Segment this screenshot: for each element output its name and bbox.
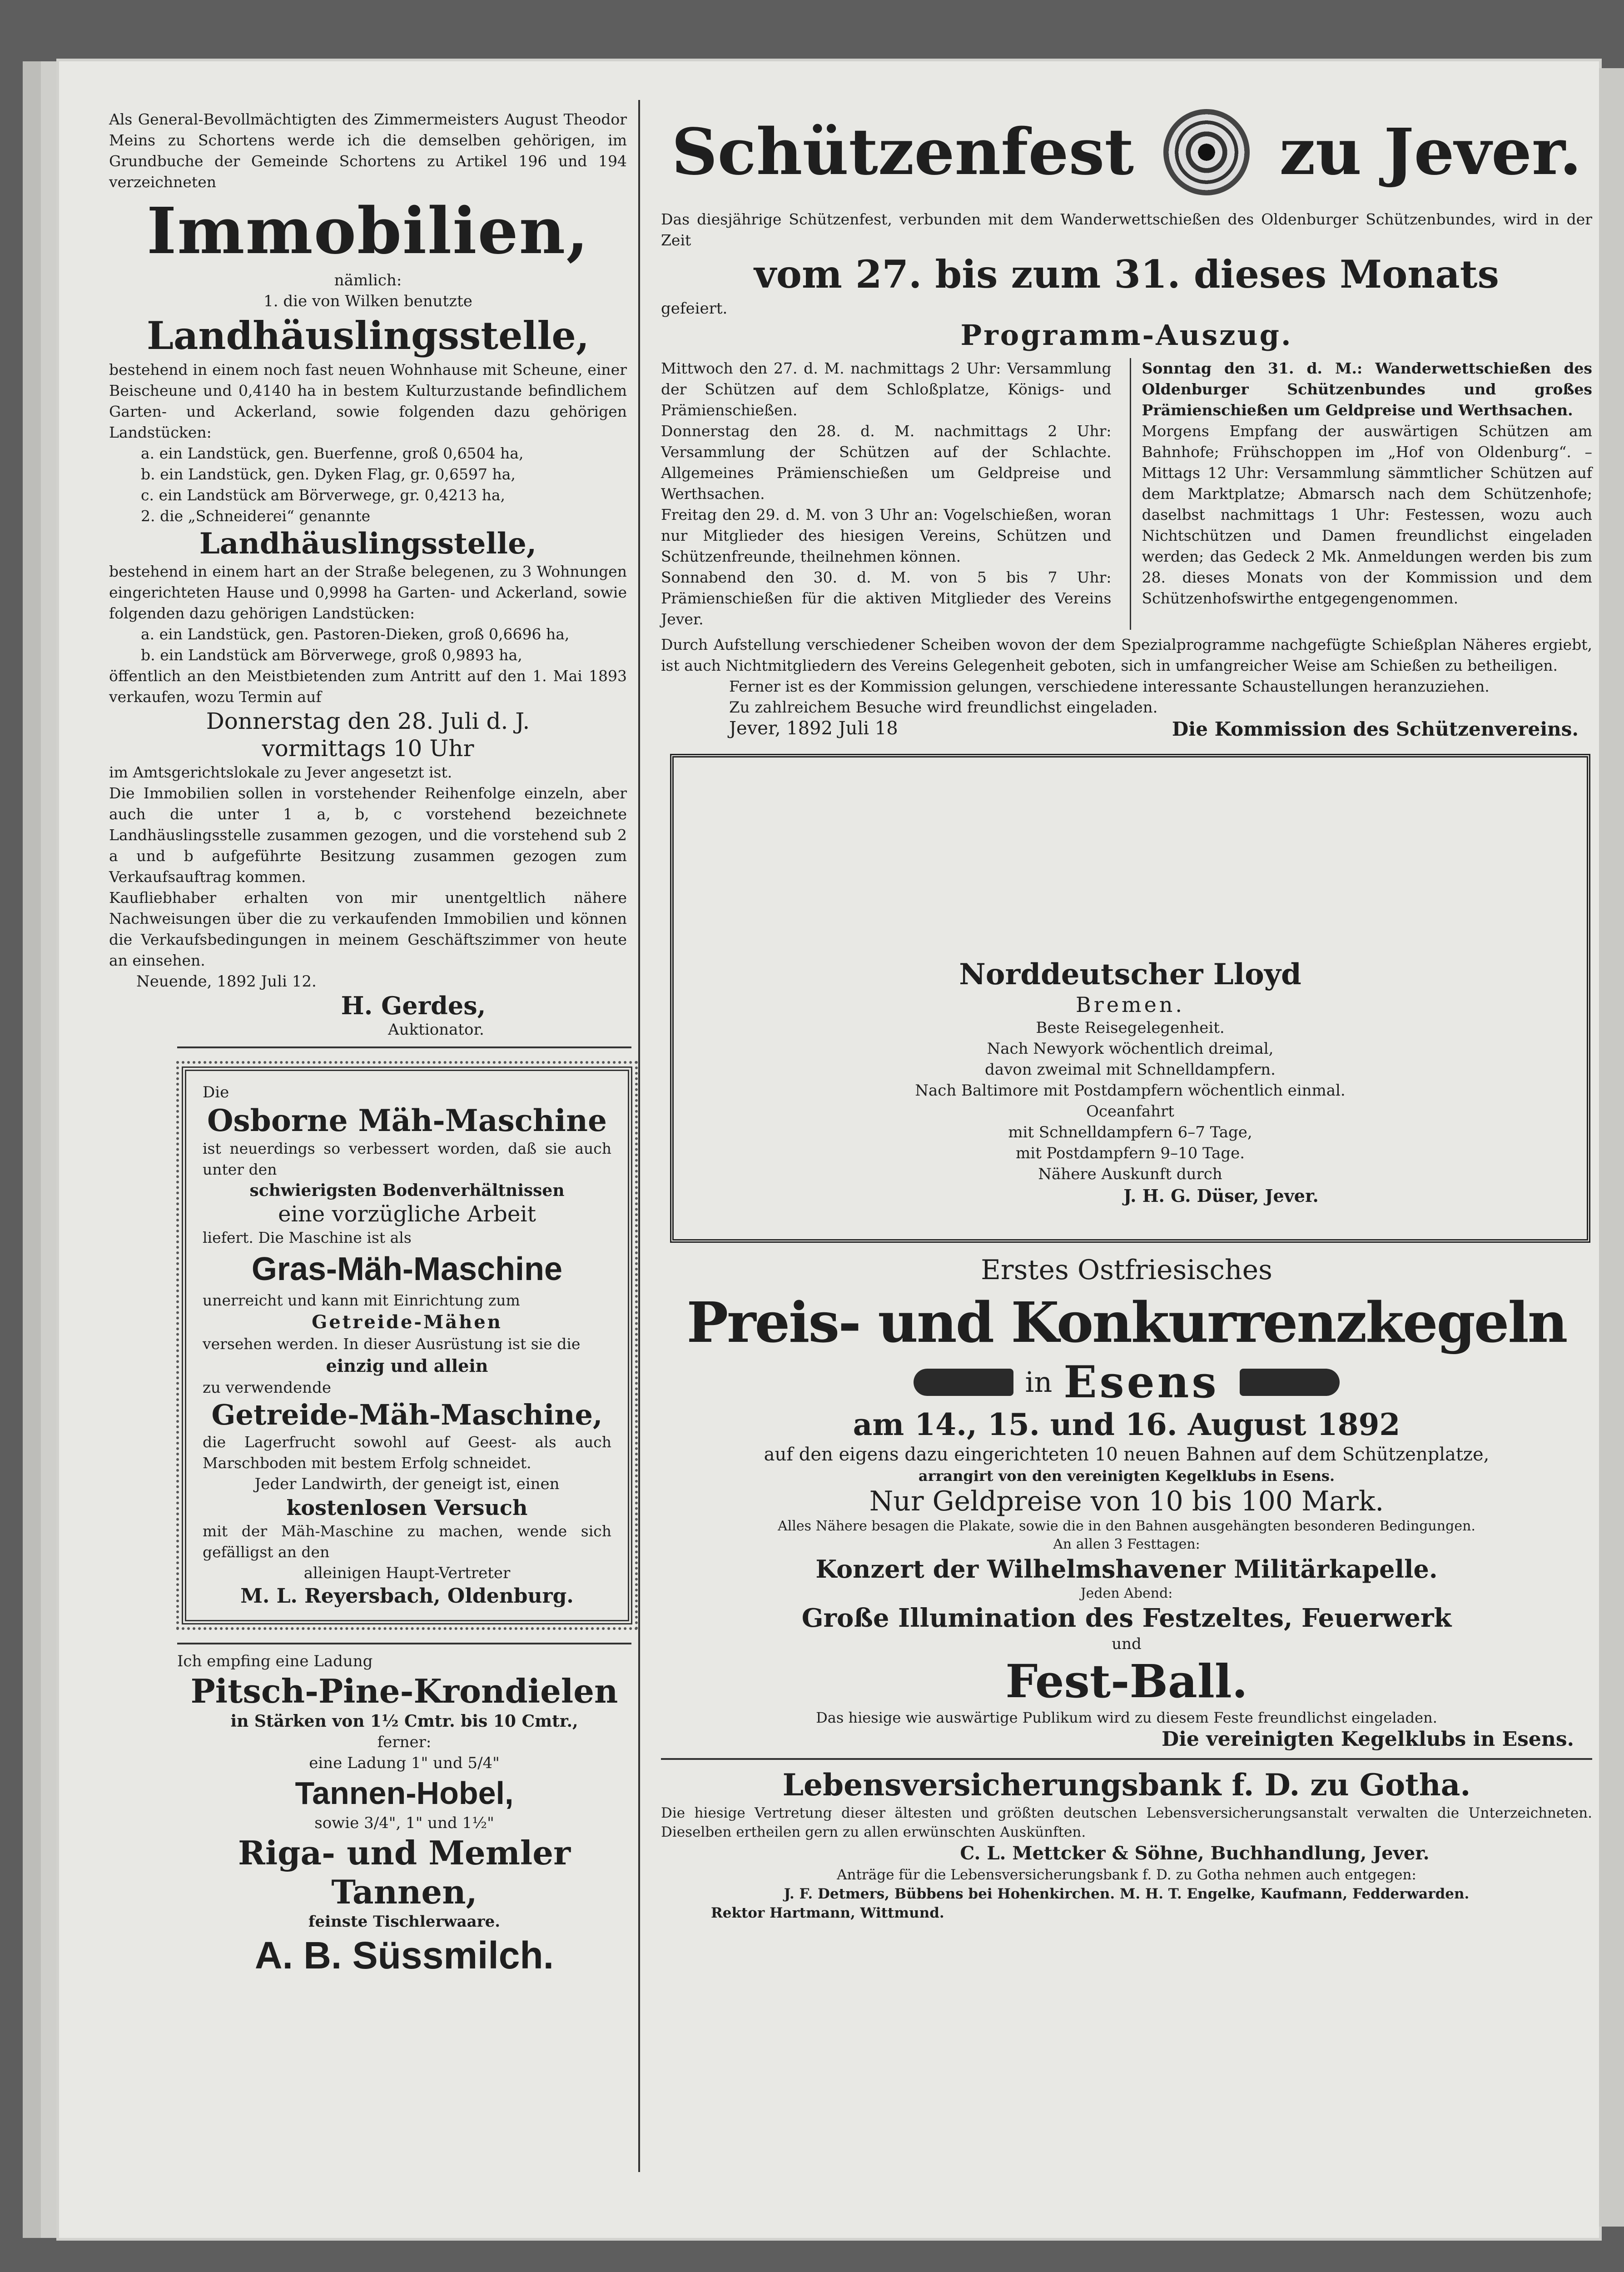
kegeln-text6: Das hiesige wie auswärtige Publikum wird zu diesem Feste freundlichst eingeladen.	[816, 1709, 1437, 1726]
osborne-text13: mit der Mäh-Maschine zu machen, wende sich gefälligst an den	[203, 1522, 611, 1561]
pitsch-text1: Ich empfing eine Ladung	[177, 1652, 373, 1670]
kegeln-signature: Die vereinigten Kegelklubs in Esens.	[1162, 1728, 1574, 1751]
schuetzenfest-programme: Programm-Auszug.	[960, 319, 1293, 352]
lebensversicherung-text3: J. F. Detmers, Bübbens bei Hohenkirchen. M. H. T. Engelke, Kaufmann, Fedderwarden.	[784, 1886, 1470, 1902]
lloyd-text2: Nach Newyork wöchentlich dreimal,	[987, 1040, 1274, 1058]
osborne-text6: Getreide-Mähen	[312, 1311, 502, 1333]
schuetzenfest-dates: vom 27. bis zum 31. dieses Monats	[754, 252, 1499, 297]
pitsch-text5: sowie 3/4", 1" und 1½"	[314, 1814, 494, 1832]
programme-mittwoch: Mittwoch den 27. d. M. nachmittags 2 Uhr: Versammlung der Schützen auf dem Schloßplatze, Königs- und Prämienschießen.	[661, 359, 1112, 419]
programme-left	[661, 358, 1112, 630]
column-rule	[638, 100, 640, 2172]
immobilien-title: Immobilien,	[146, 194, 590, 269]
lebensversicherung-title: Lebensversicherungsbank f. D. zu Gotha.	[782, 1767, 1471, 1803]
programme-sonntag-head: Sonntag den 31. d. M.: Wanderwettschießen des Oldenburger Schützenbundes und großes Prämienschießen um Geldpreise und Werthsachen.	[1142, 359, 1592, 419]
osborne-text4: liefert. Die Maschine ist als	[203, 1229, 412, 1246]
schuetzenfest-more: Durch Aufstellung verschiedener Scheiben wovon der dem Spezialprogramme nachgefügte Schießplan Näheres ergiebt, ist auch Nichtmitgliedern des Vereins Gelegenheit geboten, sich in umfangreicher Weise am Schießen zu betheiligen.	[661, 636, 1592, 674]
osborne-ad-box	[182, 1066, 632, 1624]
schuetzenfest-celebrated: gefeiert.	[661, 299, 728, 318]
immobilien-sub1: Landhäuslingsstelle,	[146, 313, 590, 358]
immobilien-namely: nämlich:	[334, 271, 402, 289]
schuetzenfest-title-a: Schützenfest	[671, 115, 1134, 189]
pitsch-text3: ferner:	[377, 1733, 432, 1751]
pitsch-text6: feinste Tischlerwaare.	[308, 1913, 501, 1931]
lebensversicherung-text1: Die hiesige Vertretung dieser ältesten und größten deutschen Lebensversicherungsanstalt verwalten die Unterzeichneten. Dieselben ertheilen gern zu allen erwünschten Auskünften.	[661, 1805, 1592, 1840]
lloyd-title: Norddeutscher Lloyd	[959, 957, 1301, 992]
kegeln-title: Preis- und Konkurrenzkegeln	[686, 1290, 1567, 1355]
immobilien-sub2: Landhäuslingsstelle,	[199, 527, 537, 561]
programme-sonntag-body: Morgens Empfang der auswärtigen Schützen am Bahnhofe; Frühschoppen im „Hof von Oldenburg“. – Mittags 12 Uhr: Versammlung sämmtlicher Schützen auf dem Marktplatze; Abmarsch nach dem Schützenhofe; daselbst nachmittags 1 Uhr: Festessen, wozu auch Nichtschützen und Damen freundlichst eingeladen werden; das Gedeck 2 Mk. Anmeldungen werden bis zum 28. dieses Monats von der Kommission und dem Schützenhofswirthe entgegengenommen.	[1142, 422, 1592, 607]
osborne-text1: ist neuerdings so verbessert worden, daß sie auch unter den	[203, 1140, 611, 1178]
kegeln-illumination: Große Illumination des Festzeltes, Feuerwerk	[801, 1603, 1452, 1633]
schuetzenfest-invite: Zu zahlreichem Besuche wird freundlichst eingeladen.	[729, 698, 1158, 717]
lebensversicherung-signature: C. L. Mettcker & Söhne, Buchhandlung, Jever.	[960, 1843, 1430, 1864]
programme-donnerstag: Donnerstag den 28. d. M. nachmittags 2 Uhr: Versammlung der Schützen auf der Schlachte. Allgemeines Prämienschießen um Geldpreise und Werthsachen.	[661, 422, 1112, 503]
osborne-signature: M. L. Reyersbach, Oldenburg.	[240, 1584, 574, 1608]
immobilien-item2: 2. die „Schneiderei“ genannte	[141, 507, 371, 525]
osborne-text9: zu verwendende	[203, 1379, 331, 1397]
lloyd-ad-box	[670, 754, 1590, 1243]
immobilien-intro: Als General-Bevollmächtigten des Zimmermeisters August Theodor Meins zu Schortens werde ich die demselben gehörigen, im Grundbuche der Gemeinde Schortens zu Artikel 196 und 194 verzeichneten	[109, 110, 627, 191]
pointing-hand-right-icon	[914, 1369, 1013, 1396]
osborne-text3: eine vorzügliche Arbeit	[278, 1201, 536, 1227]
kegeln-text2: arrangirt von den vereinigten Kegelklubs in Esens.	[918, 1467, 1335, 1485]
osborne-text12: kostenlosen Versuch	[286, 1495, 528, 1520]
immobilien-place: im Amtsgerichtslokale zu Jever angesetzt ist.	[109, 763, 452, 781]
osborne-text11: Jeder Landwirth, der geneigt ist, einen	[254, 1475, 560, 1493]
kegeln-dates: am 14., 15. und 16. August 1892	[853, 1407, 1401, 1442]
schuetzenfest-header	[661, 109, 1592, 200]
kegeln-text3: Alles Nähere besagen die Plakate, sowie die in den Bahnen ausgehängten besonderen Bedingungen.	[778, 1518, 1475, 1534]
osborne-getreide: Getreide-Mäh-Maschine,	[211, 1398, 603, 1431]
kegeln-text5: Jeden Abend:	[1080, 1585, 1173, 1601]
programme-freitag: Freitag den 29. d. M. von 3 Uhr an: Vogelschießen, woran nur Mitglieder des hiesigen Vereins, Schützen und Schützenfreunde, theilnehmen können.	[661, 506, 1112, 565]
osborne-title: Osborne Mäh-Maschine	[207, 1103, 607, 1138]
lloyd-text1: Beste Reisegelegenheit.	[1036, 1019, 1225, 1037]
schuetzenfest-more2: Ferner ist es der Kommission gelungen, verschiedene interessante Schaustellungen heranzuziehen.	[729, 678, 1490, 695]
immobilien-role: Auktionator.	[388, 1021, 484, 1039]
lloyd-text5: Oceanfahrt	[1086, 1102, 1174, 1121]
lloyd-text4: Nach Baltimore mit Postdampfern wöchentlich einmal.	[915, 1081, 1346, 1100]
kegeln-in: in	[1025, 1365, 1053, 1399]
immobilien-auction: öffentlich an den Meistbietenden zum Antritt auf den 1. Mai 1893 verkaufen, wozu Termin auf	[109, 667, 627, 706]
schuetzenfest-place: Jever, 1892 Juli 18	[729, 718, 898, 739]
immobilien-a: a. ein Landstück, gen. Buerfenne, groß 0,6504 ha,	[141, 444, 524, 462]
immobilien-desc2: bestehend in einem hart an der Straße belegenen, zu 3 Wohnungen eingerichteten Hause und 0,9998 ha Garten- und Ackerland, sowie folgenden dazu gehörigen Landstücken:	[109, 563, 627, 622]
lloyd-text8: Nähere Auskunft durch	[1038, 1165, 1222, 1183]
immobilien-2a: a. ein Landstück, gen. Pastoren-Dieken, groß 0,6696 ha,	[141, 625, 570, 643]
kegeln-prize: Nur Geldpreise von 10 bis 100 Mark.	[869, 1485, 1384, 1517]
schuetzenfest-signature: Die Kommission des Schützenvereins.	[1172, 718, 1579, 740]
kegeln-text4: An allen 3 Festtagen:	[1053, 1536, 1200, 1552]
programme-columns	[661, 358, 1592, 630]
immobilien-2b: b. ein Landstück am Börverwege, groß 0,9893 ha,	[141, 646, 522, 664]
schuetzenfest-footer	[661, 718, 1592, 740]
pitsch-text2: in Stärken von 1½ Cmtr. bis 10 Cmtr.,	[230, 1712, 578, 1731]
kegeln-ball: Fest-Ball.	[1005, 1654, 1248, 1708]
lloyd-text6: mit Schnelldampfern 6–7 Tage,	[1008, 1123, 1252, 1141]
kegeln-text1: auf den eigens dazu eingerichteten 10 neuen Bahnen auf dem Schützenplatze,	[764, 1444, 1490, 1465]
lebensversicherung-text2: Anträge für die Lebensversicherungsbank f. D. zu Gotha nehmen auch entgegen:	[837, 1867, 1416, 1883]
programme-right	[1130, 358, 1593, 630]
immobilien-signature: H. Gerdes,	[341, 991, 486, 1020]
kegeln-esens: Esens	[1063, 1356, 1219, 1408]
lebensversicherung-text4: Rektor Hartmann, Wittmund.	[711, 1905, 944, 1921]
osborne-text10: die Lagerfrucht sowohl auf Geest- als auch Marschboden mit bestem Erfolg schneidet.	[203, 1433, 611, 1472]
immobilien-b: b. ein Landstück, gen. Dyken Flag, gr. 0,6597 ha,	[141, 465, 516, 483]
pitsch-riga: Riga- und Memler Tannen,	[238, 1834, 571, 1911]
pitsch-title: Pitsch-Pine-Krondielen	[190, 1672, 618, 1710]
osborne-text14: alleinigen Haupt-Vertreter	[303, 1564, 511, 1582]
immobilien-time: vormittags 10 Uhr	[262, 735, 474, 762]
immobilien-conditions: Die Immobilien sollen in vorstehender Reihenfolge einzeln, aber auch die unter 1 a, b, c vorstehend bezeichnete Landhäuslingsstelle zusammen gezogen, und die vorstehend sub 2 a und b aufgeführte Besitzung zusammen gezogen zum Verkaufsauftrag kommen.	[109, 784, 627, 886]
divider	[177, 1643, 631, 1644]
lloyd-content	[674, 957, 1587, 1207]
lloyd-text3: davon zweimal mit Schnelldampfern.	[985, 1061, 1276, 1079]
divider	[661, 1758, 1592, 1760]
pitsch-text4: eine Ladung 1" und 5/4"	[309, 1754, 500, 1772]
lloyd-signature: J. H. G. Düser, Jever.	[1123, 1186, 1319, 1206]
adjacent-page-edge	[1599, 68, 1624, 2227]
pitsch-pine-ad	[177, 1651, 631, 1979]
kegeln-location	[661, 1356, 1592, 1406]
schuetzenfest-title-b: zu Jever.	[1279, 115, 1582, 189]
kegeln-erstes: Erstes Ostfriesisches	[981, 1254, 1272, 1286]
target-emblem-icon	[1163, 109, 1250, 195]
osborne-die: Die	[203, 1083, 229, 1101]
pointing-hand-left-icon	[1240, 1369, 1340, 1396]
immobilien-date: Donnerstag den 28. Juli d. J.	[206, 708, 530, 734]
osborne-text7: versehen werden. In dieser Ausrüstung ist sie die	[203, 1335, 581, 1353]
divider	[177, 1046, 631, 1048]
lloyd-city: Bremen.	[1075, 992, 1185, 1017]
osborne-text8: einzig und allein	[326, 1355, 488, 1376]
lloyd-text7: mit Postdampfern 9–10 Tage.	[1015, 1144, 1245, 1162]
osborne-text5: unerreicht und kann mit Einrichtung zum	[203, 1291, 520, 1309]
pitsch-signature: A. B. Süssmilch.	[254, 1934, 554, 1977]
osborne-gras: Gras-Mäh-Maschine	[251, 1251, 563, 1287]
immobilien-location-date: Neuende, 1892 Juli 12.	[136, 972, 317, 991]
kegeln-konzert: Konzert der Wilhelmshavener Militärkapelle.	[815, 1555, 1438, 1584]
programme-sonnabend: Sonnabend den 30. d. M. von 5 bis 7 Uhr: Prämienschießen für die aktiven Mitglieder des Vereins Jever.	[661, 568, 1112, 628]
pitsch-hobel: Tannen-Hobel,	[295, 1775, 514, 1811]
osborne-text2: schwierigsten Bodenverhältnissen	[249, 1181, 565, 1200]
immobilien-buyers: Kaufliebhaber erhalten von mir unentgeltlich nähere Nachweisungen über die zu verkaufenden Immobilien und können die Verkaufsbedingungen in meinem Geschäftszimmer von heute an einsehen.	[109, 889, 627, 969]
left-column	[109, 109, 627, 1979]
immobilien-c: c. ein Landstück am Börverwege, gr. 0,4213 ha,	[141, 486, 506, 504]
immobilien-item1: 1. die von Wilken benutzte	[263, 292, 472, 310]
right-column	[661, 109, 1592, 1923]
schuetzenfest-intro: Das diesjährige Schützenfest, verbunden mit dem Wanderwettschießen des Oldenburger Schützenbundes, wird in der Zeit	[661, 210, 1592, 249]
kegeln-und: und	[1112, 1635, 1142, 1653]
immobilien-desc1: bestehend in einem noch fast neuen Wohnhause mit Scheune, einer Beischeune und 0,4140 ha in bestem Kulturzustande befindlichem Garten- und Ackerland, sowie folgenden dazu gehörigen Landstücken:	[109, 361, 627, 441]
